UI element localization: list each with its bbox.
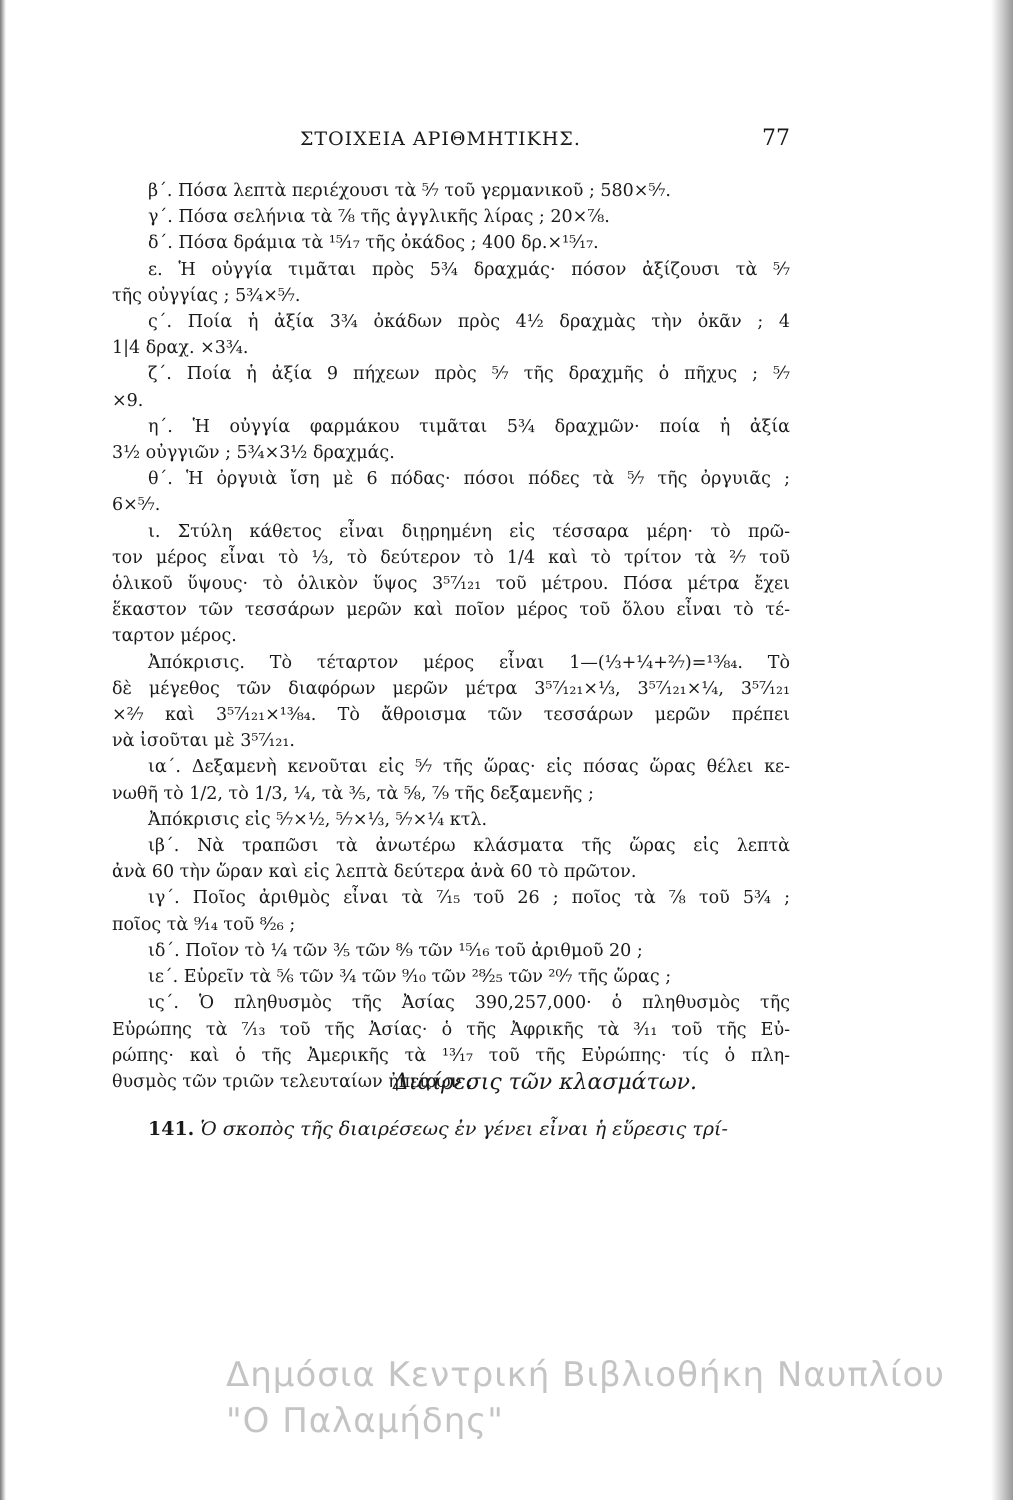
text-line: ×9.: [112, 390, 144, 411]
text-line: ταρτον μέρος.: [112, 626, 237, 647]
section-heading: Διαίρεσις τῶν κλασμάτων.: [392, 1070, 698, 1095]
text-line: ις΄. Ὁ πληθυσμὸς τῆς Ἀσίας 390,257,000· ὁ πληθυσμὸς τῆς: [148, 993, 790, 1014]
text-line: ὁλικοῦ ὕψους· τὸ ὁλικὸν ὕψος 3⁵⁷⁄₁₂₁ τοῦ μέτρου. Πόσα μέτρα ἔχει: [112, 574, 790, 595]
library-watermark: [226, 1352, 1006, 1444]
text-line: νωθῆ τὸ 1/2, τὸ 1/3, ¼, τὰ ⅗, τὰ ⅝, ⁷⁄₉ τῆς δεξαμενῆς ;: [112, 783, 594, 804]
text-line: γ΄. Πόσα σελήνια τὰ ⁷⁄₈ τῆς ἀγγλικῆς λίρας ; 20×⁷⁄₈.: [148, 207, 610, 228]
page-right-edge: [991, 0, 1013, 1500]
text-line: ς΄. Ποία ἡ ἀξία 3¾ ὀκάδων πρὸς 4½ δραχμὰς τὴν ὀκᾶν ; 4: [148, 312, 790, 333]
text-line: Εὐρώπης τὰ ⁷⁄₁₃ τοῦ τῆς Ἀσίας· ὁ τῆς Ἀφρικῆς τὰ ³⁄₁₁ τοῦ τῆς Εὐ-: [112, 1019, 790, 1040]
text-line: 6×⁵⁄₇.: [112, 495, 161, 516]
text-line: ποῖος τὰ ⁹⁄₁₄ τοῦ ⁸⁄₂₆ ;: [112, 914, 296, 935]
text-line: Ἀπόκρισις εἰς ⁵⁄₇×½, ⁵⁄₇×⅓, ⁵⁄₇×¼ κτλ.: [148, 809, 488, 830]
text-line: θ΄. Ἡ ὀργυιὰ ἴση μὲ 6 πόδας· πόσοι πόδες τὰ ⁵⁄₇ τῆς ὀργυιᾶς ;: [148, 469, 790, 490]
paragraph-number: 141.: [148, 1118, 195, 1140]
text-line: ιγ΄. Ποῖος ἀριθμὸς εἶναι τὰ ⁷⁄₁₅ τοῦ 26 ; ποῖος τὰ ⅞ τοῦ 5¾ ;: [148, 888, 790, 909]
text-line: 3½ οὐγγιῶν ; 5¾×3½ δραχμάς.: [112, 443, 395, 464]
watermark-line-1: Δημόσια Κεντρική Βιβλιοθήκη Ναυπλίου: [226, 1355, 945, 1395]
text-line: θυσμὸς τῶν τριῶν τελευταίων ἠπείρων ;: [112, 1071, 473, 1092]
text-line: 1|4 δραχ. ×3¾.: [112, 338, 249, 359]
section-paragraph: [112, 1118, 790, 1140]
text-line: δὲ μέγεθος τῶν διαφόρων μερῶν μέτρα 3⁵⁷⁄₁₂₁×⅓, 3⁵⁷⁄₁₂₁×¼, 3⁵⁷⁄₁₂₁: [112, 678, 790, 699]
text-line: δ΄. Πόσα δράμια τὰ ¹⁵⁄₁₇ τῆς ὀκάδος ; 400 δρ.×¹⁵⁄₁₇.: [148, 233, 599, 254]
paragraph-text: Ὁ σκοπὸς τῆς διαιρέσεως ἐν γένει εἶναι ἡ εὕρεσις τρί-: [200, 1118, 728, 1140]
text-line: ιε΄. Εὑρεῖν τὰ ⅚ τῶν ¾ τῶν ⁹⁄₁₀ τῶν ²⁸⁄₂₅ τῶν ²⁰⁄₇ τῆς ὥρας ;: [148, 967, 672, 988]
text-line: ια΄. Δεξαμενὴ κενοῦται εἰς ⁵⁄₇ τῆς ὥρας· εἰς πόσας ὥρας θέλει κε-: [148, 757, 790, 778]
text-line: ιβ΄. Νὰ τραπῶσι τὰ ἀνωτέρω κλάσματα τῆς ὥρας εἰς λεπτὰ: [148, 836, 790, 857]
text-line: η΄. Ἡ οὐγγία φαρμάκου τιμᾶται 5¾ δραχμῶν· ποία ἡ ἀξία: [148, 416, 790, 437]
text-line: τῆς οὐγγίας ; 5¾×⁵⁄₇.: [112, 285, 301, 306]
page-number: 77: [762, 126, 790, 151]
text-line: νὰ ἰσοῦται μὲ 3⁵⁷⁄₁₂₁.: [112, 731, 295, 752]
text-line: ιδ΄. Ποῖον τὸ ¼ τῶν ⅗ τῶν ⁸⁄₉ τῶν ¹⁵⁄₁₆ τοῦ ἀριθμοῦ 20 ;: [148, 940, 643, 961]
text-line: ἕκαστον τῶν τεσσάρων μερῶν καὶ ποῖον μέρος τοῦ ὅλου εἶναι τὸ τέ-: [112, 600, 790, 621]
text-line: ἀνὰ 60 τὴν ὥραν καὶ εἰς λεπτὰ δεύτερα ἀνὰ 60 τὸ πρῶτον.: [112, 862, 637, 883]
watermark-line-2: "Ο Παλαμήδης": [226, 1401, 504, 1441]
running-title: ΣΤΟΙΧΕΙΑ ΑΡΙΘΜΗΤΙΚΗΣ.: [300, 128, 581, 150]
text-line: ε. Ἡ οὐγγία τιμᾶται πρὸς 5¾ δραχμάς· πόσον ἀξίζουσι τὰ ⁵⁄₇: [148, 259, 790, 280]
text-line: Ἀπόκρισις. Τὸ τέταρτον μέρος εἶναι 1—(⅓+¼+²⁄₇)=¹³⁄₈₄. Τὸ: [148, 652, 790, 673]
text-line: ρώπης· καὶ ὁ τῆς Ἀμερικῆς τὰ ¹³⁄₁₇ τοῦ τῆς Εὐρώπης· τίς ὁ πλη-: [112, 1045, 790, 1066]
text-line: ×²⁄₇ καὶ 3⁵⁷⁄₁₂₁×¹³⁄₈₄. Τὸ ἄθροισμα τῶν τεσσάρων μερῶν πρέπει: [112, 705, 790, 726]
running-header: [300, 126, 790, 151]
text-line: β΄. Πόσα λεπτὰ περιέχουσι τὰ ⁵⁄₇ τοῦ γερμανικοῦ ; 580×⁵⁄₇.: [148, 181, 671, 201]
text-line: ζ΄. Ποία ἡ ἀξία 9 πήχεων πρὸς ⁵⁄₇ τῆς δραχμῆς ὁ πῆχυς ; ⁵⁄₇: [148, 364, 790, 385]
exercise-list: [112, 178, 790, 1095]
page-left-shadow: [0, 0, 6, 1500]
text-line: ι. Στύλη κάθετος εἶναι διῃρημένη εἰς τέσσαρα μέρη· τὸ πρῶ-: [148, 521, 790, 542]
text-line: τον μέρος εἶναι τὸ ⅓, τὸ δεύτερον τὸ 1/4 καὶ τὸ τρίτον τὰ ²⁄₇ τοῦ: [112, 547, 790, 568]
